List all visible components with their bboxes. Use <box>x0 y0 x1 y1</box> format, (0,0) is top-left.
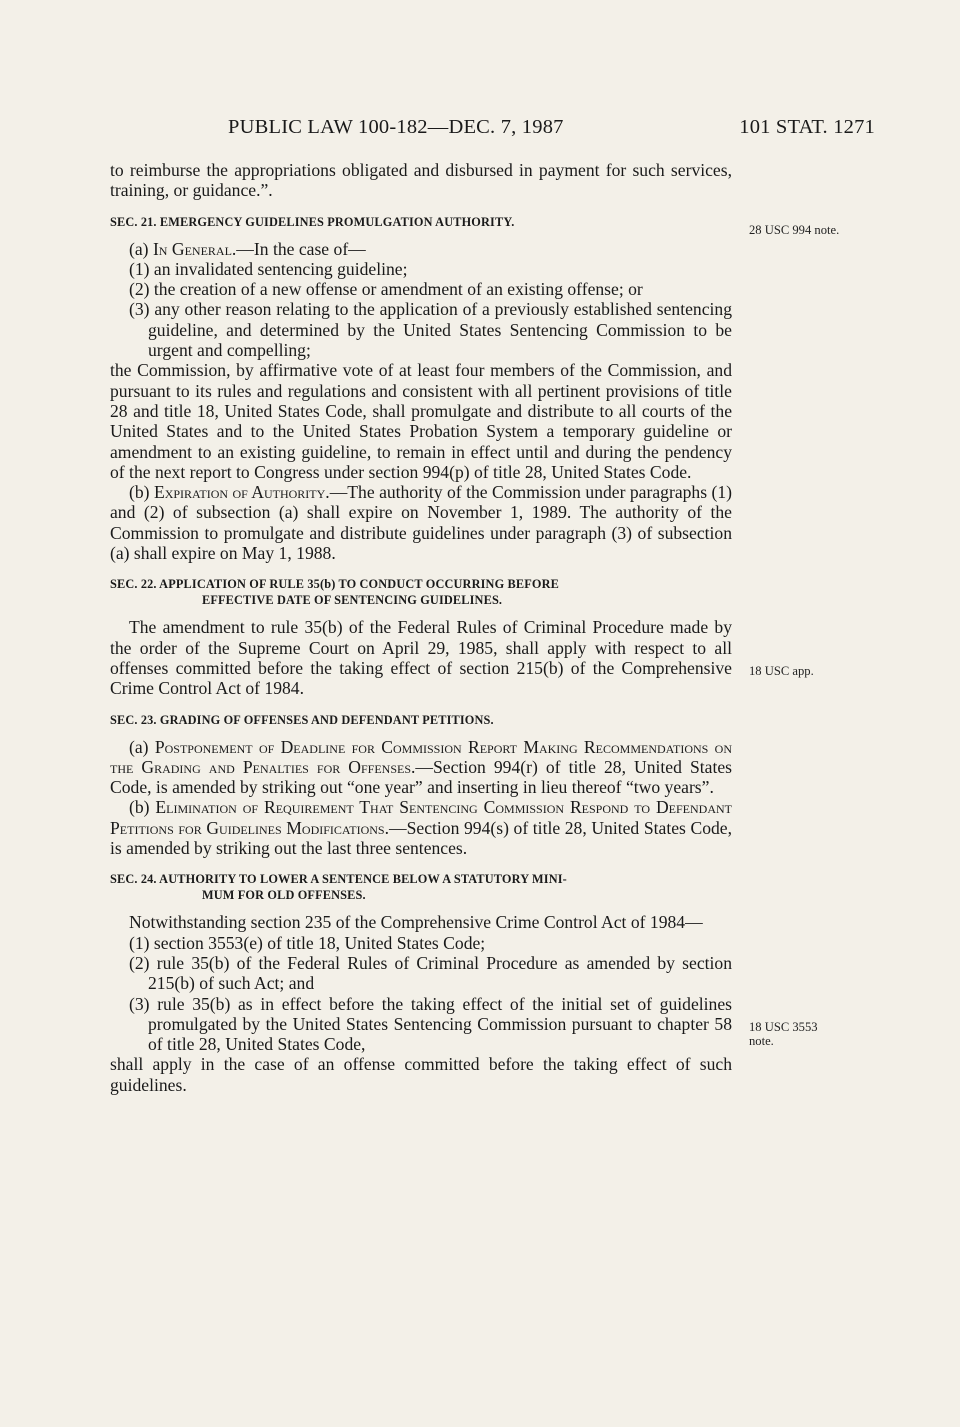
sec23-subsection-b <box>110 797 732 858</box>
sec21-b-caption: Expiration of Authority <box>153 482 326 503</box>
margin-note-sec24-line1: 18 USC 3553 <box>749 1020 818 1034</box>
sec21-subsection-b <box>110 482 732 563</box>
sec23-subsection-a <box>110 737 732 798</box>
margin-note-sec22: 18 USC app. <box>749 664 814 678</box>
sec24-heading <box>110 871 732 903</box>
continuation-paragraph: to reimburse the appropriations obligated and disbursed in payment for such services, training, or guidance.”. <box>110 160 732 201</box>
sec22-heading-line2: EFFECTIVE DATE OF SENTENCING GUIDELINES. <box>202 593 503 608</box>
sec21-a-label: (a) <box>129 238 153 259</box>
sec23-a-caption: Postponement of Deadline for Commission Report Making Recommendations on the Grading and Penalties for Offenses <box>110 736 732 777</box>
sec21-item-2: (2) the creation of a new offense or amendment of an existing offense; or <box>129 279 643 300</box>
sec21-item-3: (3) any other reason relating to the application of a previously established sentencing guideline, and determined by the United States Sentencing Commission to be urgent and compelling; <box>129 299 732 361</box>
sec23-b-text: .—Section 994(s) of title 28, United States Code, is amended by striking out the last three sentences. <box>110 817 732 859</box>
sec24-lead: Notwithstanding section 235 of the Comprehensive Crime Control Act of 1984— <box>129 912 703 933</box>
sec24-item-2: (2) rule 35(b) of the Federal Rules of Criminal Procedure as amended by section 215(b) of such Act; and <box>129 952 732 994</box>
sec23-heading: SEC. 23. GRADING OF OFFENSES AND DEFENDANT PETITIONS. <box>110 712 494 727</box>
margin-note-sec21: 28 USC 994 note. <box>749 223 840 237</box>
sec24-close: shall apply in the case of an offense committed before the taking effect of such guidelines. <box>110 1054 732 1095</box>
stat-page-number: 101 STAT. 1271 <box>739 116 875 138</box>
sec22-heading-line1: SEC. 22. APPLICATION OF RULE 35(b) TO CONDUCT OCCURRING BEFORE <box>110 577 559 592</box>
sec23-a-label: (a) <box>129 736 155 757</box>
sec21-b-label: (b) <box>129 482 154 503</box>
sec21-b-text: .—The authority of the Commission under paragraphs (1) and (2) of subsection (a) shall expire on November 1, 1989. The authority of the Commission to promulgate and distribute guidelines under paragraph (3) of subsection (a) shall expire on May 1, 1988. <box>110 482 733 564</box>
sec21-a-lead: .—In the case of— <box>231 238 366 259</box>
margin-note-sec24 <box>749 1020 889 1048</box>
page-title: PUBLIC LAW 100-182—DEC. 7, 1987 <box>228 116 564 138</box>
sec22-heading <box>110 576 732 608</box>
sec22-text: The amendment to rule 35(b) of the Federal Rules of Criminal Procedure made by the order of the Supreme Court on April 29, 1985, shall apply with respect to all offenses committed before the taking effect of section 215(b) of the Comprehensive Crime Control Act of 1984. <box>110 617 732 699</box>
sec23-b-caption: Elimination of Requirement That Sentencing Commission Respond to Defendant Petitions for Guidelines Modifications <box>110 797 732 838</box>
sec23-a-text: .—Section 994(r) of title 28, United States Code, is amended by striking out “one year” and inserting in lieu thereof “two years”. <box>110 756 732 798</box>
sec23-b-label: (b) <box>129 797 156 818</box>
sec21-item-1: (1) an invalidated sentencing guideline; <box>129 258 408 279</box>
sec21-heading: SEC. 21. EMERGENCY GUIDELINES PROMULGATION AUTHORITY. <box>110 214 515 229</box>
sec24-heading-line1: SEC. 24. AUTHORITY TO LOWER A SENTENCE BELOW A STATUTORY MINI- <box>110 872 567 887</box>
sec21-subsection-a <box>110 239 732 259</box>
sec21-a-close: the Commission, by affirmative vote of at least four members of the Commission, and pursuant to its rules and regulations and consistent with all pertinent provisions of title 28 and title 18, United States Code, shall promulgate and distribute to all courts of the United States and to the United States Probation System a temporary guideline or amendment to an existing guideline, to remain in effect until and during the pendency of the next report to Congress under section 994(p) of title 28, United States Code. <box>110 360 732 482</box>
sec24-item-3: (3) rule 35(b) as in effect before the taking effect of the initial set of guidelines promulgated by the United States Sentencing Commission pursuant to chapter 58 of title 28, United States Code, <box>129 993 732 1055</box>
sec24-heading-line2: MUM FOR OLD OFFENSES. <box>202 888 366 903</box>
margin-note-sec24-line2: note. <box>749 1034 774 1048</box>
body-text <box>110 160 732 1095</box>
sec21-a-caption: In General <box>152 238 232 259</box>
sec24-item-1: (1) section 3553(e) of title 18, United States Code; <box>129 932 486 953</box>
